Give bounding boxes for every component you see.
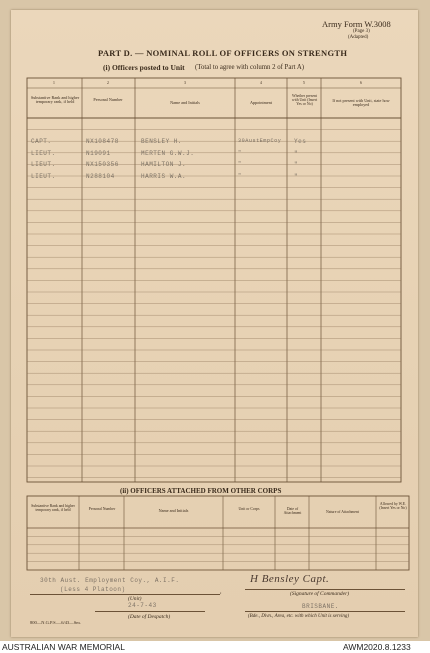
unit-rule	[30, 594, 220, 595]
comma-mark: ,	[220, 589, 222, 595]
cell-rank: LIEUT.	[31, 161, 56, 169]
cell-appointment: "	[238, 172, 242, 179]
col-number-5: 5	[303, 81, 305, 85]
cell-rank: CAPT.	[31, 138, 52, 145]
t2-header-nature: Nature of Attachment	[326, 510, 359, 514]
t2-header-allowed: Allowed by W.E. (Insert Yes or No)	[379, 502, 407, 510]
cell-present: "	[294, 149, 299, 157]
form-title: Army Form W.3008	[322, 19, 391, 29]
cell-present: "	[294, 172, 299, 180]
location-rule	[245, 611, 405, 612]
header-how-employed: If not present with Unit, state how employed	[332, 98, 390, 108]
caption-left: AUSTRALIAN WAR MEMORIAL	[2, 642, 125, 652]
cell-name: BENSLEY H.	[141, 138, 183, 145]
t2-header-name: Name and Initials	[158, 508, 189, 513]
adapted-note: (Adapted)	[348, 35, 369, 40]
cell-rank: LIEUT.	[31, 149, 56, 157]
print-code: 800—N.G.P.S.—6/43—Sm.	[30, 620, 81, 625]
header-appointment: Appointment	[249, 100, 273, 105]
unit-value-line2: (Less 4 Platoon)	[60, 586, 126, 593]
section-i-label: (i) Officers posted to Unit	[103, 63, 185, 72]
caption-right: AWM2020.8.1233	[343, 642, 411, 652]
col-number-6: 6	[360, 81, 362, 85]
header-present: Whether present with Unit (Insert Yes or No)	[291, 94, 318, 106]
part-title: PART D. — NOMINAL ROLL OF OFFICERS ON STRENGTH	[98, 48, 348, 58]
t2-header-rank: Substantive Rank and higher temporary rank, if held	[31, 504, 75, 512]
t2-header-unit: Unit or Corps	[238, 507, 260, 511]
cell-appointment: 30AustEmpCoy	[238, 138, 282, 144]
cell-name: MERTEN G.W.J.	[141, 149, 195, 157]
signature: H Bensley Capt.	[250, 573, 330, 585]
header-name: Name and Initials	[170, 100, 200, 105]
header-rank: Substantive Rank and higher temporary rank, if held	[30, 95, 80, 105]
cell-appointment: "	[238, 161, 242, 168]
col-number-2: 2	[107, 81, 109, 85]
cell-personal-number: NX150356	[86, 161, 119, 169]
cell-personal-number: N19091	[86, 149, 111, 157]
location-value: BRISBANE.	[302, 603, 339, 610]
col-number-1: 1	[53, 81, 55, 85]
cell-personal-number: N288104	[86, 172, 115, 180]
cell-appointment: "	[238, 149, 242, 156]
cell-rank: LIEUT.	[31, 172, 56, 180]
unit-value-line1: 30th Aust. Employment Coy., A.I.F.	[40, 577, 180, 584]
unit-label: (Unit)	[128, 596, 142, 602]
section-ii-title: (ii) OFFICERS ATTACHED FROM OTHER CORPS	[120, 487, 282, 495]
header-personal-number: Personal Number	[93, 97, 123, 102]
col-number-3: 3	[184, 81, 186, 85]
section-i-note: (Total to agree with column 2 of Part A)	[195, 64, 305, 71]
signature-label: (Signature of Commander)	[290, 591, 350, 597]
cell-name: HAMILTON J.	[141, 161, 187, 169]
date-value: 24-7-43	[128, 602, 157, 609]
col-number-4: 4	[260, 81, 262, 85]
location-label: (Bde., Divn., Area, etc. with which Unit is serving)	[248, 614, 350, 619]
page-note: (Page 3)	[353, 29, 370, 34]
signature-rule	[245, 589, 405, 590]
date-label: (Date of Despatch)	[128, 614, 171, 620]
cell-present: "	[294, 161, 299, 169]
cell-present: Yes	[294, 138, 307, 145]
caption-bar	[0, 641, 430, 653]
cell-name: HARRIS W.A.	[141, 172, 187, 180]
t2-header-personal-number: Personal Number	[88, 507, 116, 511]
cell-personal-number: NX108478	[86, 138, 119, 145]
t2-header-date: Date of Attachment	[283, 507, 302, 515]
date-rule	[95, 611, 205, 612]
